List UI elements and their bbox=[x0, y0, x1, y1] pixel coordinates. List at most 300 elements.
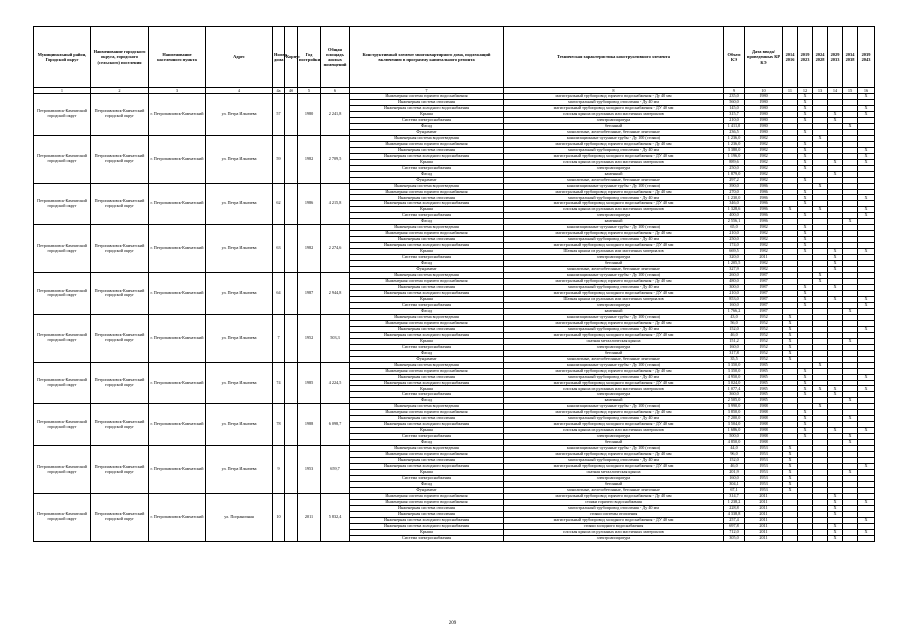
period-2019-cell: X bbox=[798, 296, 813, 302]
period-2029-cell: X bbox=[828, 111, 843, 117]
date-cell: 1985 bbox=[745, 374, 783, 380]
period-2034-cell: X bbox=[843, 470, 858, 476]
characteristic-cell: магистральный трубопровод холодного водоснабжения - ДУ 40 мм bbox=[504, 201, 724, 207]
date-cell: 1987 bbox=[745, 279, 783, 285]
volume-cell: 44,0 bbox=[724, 446, 745, 452]
house-locality-cell: г. Петропавловск-Камчатский bbox=[149, 446, 206, 494]
characteristic-cell: каменный bbox=[504, 171, 724, 177]
date-cell: 1985 bbox=[745, 362, 783, 368]
volume-cell: 305,0 bbox=[724, 535, 745, 541]
date-cell: 1982 bbox=[745, 135, 783, 141]
house-year-cell: 1980 bbox=[298, 94, 321, 136]
volume-cell: 1 077,4 bbox=[724, 386, 745, 392]
characteristic-cell: магистральный трубопровод горячего водоснабжения - Ду 40 мм bbox=[504, 410, 724, 416]
volume-cell: 1 411,0 bbox=[724, 123, 745, 129]
volume-cell: 65,0 bbox=[724, 225, 745, 231]
house-year-cell: 1953 bbox=[298, 446, 321, 494]
volume-cell: 250,0 bbox=[724, 165, 745, 171]
element-cell: Система электроснабжения bbox=[350, 344, 504, 350]
characteristic-cell: магистральный трубопровод горячего водоснабжения - Ду 40 мм bbox=[504, 493, 724, 499]
volume-cell: 1 328,6 bbox=[724, 207, 745, 213]
house-district-cell: Петропавловск-Камчатский городской округ bbox=[34, 493, 91, 541]
date-cell: 1980 bbox=[745, 117, 783, 123]
date-cell: 1952 bbox=[745, 332, 783, 338]
house-area-cell: 4 224,5 bbox=[321, 362, 350, 404]
house-street-cell: ул. Петра Ильичева bbox=[206, 446, 273, 494]
volume-cell: 853,0 bbox=[724, 296, 745, 302]
characteristic-cell: стояки горячего водоснабжения bbox=[504, 499, 724, 505]
period-2029-cell: X bbox=[828, 428, 843, 434]
period-2019-cell: X bbox=[798, 243, 813, 249]
date-cell: 1982 bbox=[745, 165, 783, 171]
element-cell: Инженерная система горячего водоснабжения bbox=[350, 189, 504, 195]
date-cell: 2011 bbox=[745, 535, 783, 541]
column-number: 1 bbox=[34, 88, 91, 94]
element-cell: Инженерная система отопления bbox=[350, 511, 504, 517]
period-2039-cell: X bbox=[858, 374, 875, 380]
date-cell: 1953 bbox=[745, 452, 783, 458]
date-cell: 1988 bbox=[745, 440, 783, 446]
characteristic-cell: монолитные, железобетонные, бетонные ленточные bbox=[504, 267, 724, 273]
characteristic-cell: электроаппаратура bbox=[504, 165, 724, 171]
element-cell: Крыша bbox=[350, 428, 504, 434]
volume-cell: 235,0 bbox=[724, 94, 745, 100]
characteristic-cell: магистральный трубопровод холодного водоснабжения - ДУ 40 мм bbox=[504, 422, 724, 428]
characteristic-cell: магистральный трубопровод отопления - Ду 40 мм bbox=[504, 416, 724, 422]
house-house-cell: 7 bbox=[273, 314, 285, 362]
volume-cell: 236,5 bbox=[724, 129, 745, 135]
element-cell: Фундамент bbox=[350, 129, 504, 135]
volume-cell: 2 505,0 bbox=[724, 398, 745, 404]
element-cell: Крыша bbox=[350, 249, 504, 255]
period-2019-cell: X bbox=[798, 189, 813, 195]
house-year-cell: 2011 bbox=[298, 493, 321, 541]
period-2039-cell: X bbox=[858, 207, 875, 213]
volume-cell: 210,0 bbox=[724, 290, 745, 296]
column-number: 12 bbox=[798, 88, 813, 94]
date-cell: 1987 bbox=[745, 285, 783, 291]
characteristic-cell: плоская крыша из рулонных или мастичных материалов bbox=[504, 207, 724, 213]
house-street-cell: ул. Петра Ильичева bbox=[206, 225, 273, 273]
characteristic-cell: монолитные, железобетонные, бетонные ленточные bbox=[504, 356, 724, 362]
house-district-cell: Петропавловск-Камчатский городской округ bbox=[34, 135, 91, 183]
element-cell: Фасад bbox=[350, 219, 504, 225]
house-corpus-cell bbox=[285, 404, 298, 446]
house-area-cell: 5 832,4 bbox=[321, 493, 350, 541]
element-cell: Крыша bbox=[350, 338, 504, 344]
element-cell: Инженерная система горячего водоснабжения bbox=[350, 279, 504, 285]
column-header: Номер дома bbox=[273, 27, 285, 88]
element-cell: Система электроснабжения bbox=[350, 476, 504, 482]
date-cell: 1952 bbox=[745, 314, 783, 320]
house-district-cell: Петропавловск-Камчатский городской округ bbox=[34, 183, 91, 225]
period-2039-cell: X bbox=[858, 94, 875, 100]
column-header: Муниципальный район, Городской округ bbox=[34, 27, 91, 88]
house-corpus-cell bbox=[285, 225, 298, 273]
volume-cell: 3 990,0 bbox=[724, 404, 745, 410]
element-cell: Система электроснабжения bbox=[350, 392, 504, 398]
house-street-cell: ул. Петра Ильичева bbox=[206, 404, 273, 446]
period-2029-cell: X bbox=[828, 296, 843, 302]
date-cell: 1980 bbox=[745, 129, 783, 135]
page-number: 209 bbox=[448, 621, 457, 626]
date-cell: 2011 bbox=[745, 517, 783, 523]
volume-cell: 96,0 bbox=[724, 452, 745, 458]
element-cell: Инженерная система отопления bbox=[350, 195, 504, 201]
period-2024-cell: X bbox=[813, 386, 828, 392]
date-cell: 1985 bbox=[745, 398, 783, 404]
element-cell: Инженерная система водоотведения bbox=[350, 362, 504, 368]
column-header: Конструктивный элемент многоквартирного дома, подлежащий включению в программу капитального ремонта bbox=[350, 27, 504, 88]
house-locality-cell: г. Петропавловск-Камчатский bbox=[149, 183, 206, 225]
period-2024-cell bbox=[813, 535, 828, 541]
characteristic-cell: магистральный трубопровод отопления - Ду 40 мм bbox=[504, 99, 724, 105]
period-2019-cell: X bbox=[798, 213, 813, 219]
characteristic-cell: канализационные чугунные трубы - Ду 100 (стояки) bbox=[504, 225, 724, 231]
house-settlement-cell: Петропавловск-Камчатский городской округ bbox=[91, 273, 149, 315]
date-cell: 1953 bbox=[745, 470, 783, 476]
period-2019-cell: X bbox=[798, 290, 813, 296]
period-2019-cell: X bbox=[798, 285, 813, 291]
volume-cell: 35,5 bbox=[724, 356, 745, 362]
period-2029-cell: X bbox=[828, 529, 843, 535]
volume-cell: 260,0 bbox=[724, 273, 745, 279]
period-2039-cell: X bbox=[858, 159, 875, 165]
period-2014-cell: X bbox=[783, 320, 798, 326]
date-cell: 1952 bbox=[745, 320, 783, 326]
element-cell: Фундамент bbox=[350, 267, 504, 273]
house-area-cell: 503,3 bbox=[321, 314, 350, 362]
characteristic-cell: магистральный трубопровод холодного водоснабжения - ДУ 40 мм bbox=[504, 517, 724, 523]
column-number: 4 bbox=[206, 88, 273, 94]
house-locality-cell: г. Петропавловск-Камчатский bbox=[149, 314, 206, 362]
date-cell: 1985 bbox=[745, 386, 783, 392]
element-cell: Инженерная система водоотведения bbox=[350, 135, 504, 141]
characteristic-cell: магистральный трубопровод горячего водоснабжения - Ду 40 мм bbox=[504, 368, 724, 374]
characteristic-cell: плоская крыша из рулонных или мастичных материалов bbox=[504, 529, 724, 535]
volume-cell: 201,9 bbox=[724, 470, 745, 476]
period-2019-cell: X bbox=[798, 231, 813, 237]
date-cell: 1986 bbox=[745, 183, 783, 189]
house-area-cell: 2 274,6 bbox=[321, 225, 350, 273]
period-2029-cell: X bbox=[828, 523, 843, 529]
date-cell: 1987 bbox=[745, 290, 783, 296]
period-2019-cell: X bbox=[798, 422, 813, 428]
element-cell: Система электроснабжения bbox=[350, 165, 504, 171]
column-header: Техническая характеристика конструктивного элемента bbox=[504, 27, 724, 88]
period-2019-cell: X bbox=[798, 368, 813, 374]
characteristic-cell: плоская крыша из рулонных или мастичных материалов bbox=[504, 159, 724, 165]
date-cell: 1988 bbox=[745, 416, 783, 422]
characteristic-cell: магистральный трубопровод холодного водоснабжения - ДУ 40 мм bbox=[504, 153, 724, 159]
date-cell: 1953 bbox=[745, 446, 783, 452]
period-2034-cell: X bbox=[843, 416, 858, 422]
characteristic-cell: бетонный bbox=[504, 440, 724, 446]
characteristic-cell: канализационные чугунные трубы - Ду 100 (стояки) bbox=[504, 404, 724, 410]
period-2014-cell: X bbox=[783, 207, 798, 213]
date-cell: 1982 bbox=[745, 267, 783, 273]
house-house-cell: 59 bbox=[273, 135, 285, 183]
period-2019-cell: X bbox=[798, 374, 813, 380]
column-number: 2 bbox=[91, 88, 149, 94]
period-2034-cell: X bbox=[843, 434, 858, 440]
period-2029-cell: X bbox=[828, 159, 843, 165]
element-cell: Инженерная система холодного водоснабжения bbox=[350, 290, 504, 296]
period-2019-cell: X bbox=[798, 117, 813, 123]
volume-cell: 174,0 bbox=[724, 243, 745, 249]
house-area-cell: 659,7 bbox=[321, 446, 350, 494]
characteristic-cell: электроаппаратура bbox=[504, 535, 724, 541]
element-cell: Инженерная система водоотведения bbox=[350, 273, 504, 279]
date-cell: 1953 bbox=[745, 487, 783, 493]
characteristic-cell: Шатная крыша из рулонных или мастичных материалов bbox=[504, 296, 724, 302]
column-header: 2039 2043 bbox=[858, 27, 875, 88]
date-cell: 1953 bbox=[745, 458, 783, 464]
element-cell: Крыша bbox=[350, 207, 504, 213]
characteristic-cell: магистральный трубопровод отопления - Ду 40 мм bbox=[504, 285, 724, 291]
house-house-cell: 9 bbox=[273, 446, 285, 494]
characteristic-cell: магистральный трубопровод отопления - Ду 40 мм bbox=[504, 147, 724, 153]
house-area-cell: 4 215,8 bbox=[321, 183, 350, 225]
characteristic-cell: магистральный трубопровод холодного водоснабжения - ДУ 40 мм bbox=[504, 243, 724, 249]
period-2019-cell: X bbox=[798, 111, 813, 117]
volume-cell: 7 200,0 bbox=[724, 416, 745, 422]
period-2029-cell: X bbox=[828, 255, 843, 261]
house-settlement-cell: Петропавловск-Камчатский городской округ bbox=[91, 225, 149, 273]
date-cell: 1952 bbox=[745, 356, 783, 362]
element-cell: Фасад bbox=[350, 350, 504, 356]
column-header: 2024 2028 bbox=[813, 27, 828, 88]
house-locality-cell: г. Петропавловск-Камчатский bbox=[149, 404, 206, 446]
volume-cell: 560,0 bbox=[724, 99, 745, 105]
period-2029-cell: X bbox=[828, 386, 843, 392]
element-cell: Инженерная система холодного водоснабжения bbox=[350, 464, 504, 470]
column-header: Наименование населенного пункта bbox=[149, 27, 206, 88]
house-street-cell: ул. Петра Ильичева bbox=[206, 183, 273, 225]
characteristic-cell: скатная металлическая крыша bbox=[504, 338, 724, 344]
period-2014-cell: X bbox=[783, 476, 798, 482]
period-2019-cell: X bbox=[798, 141, 813, 147]
characteristic-cell: канализационные чугунные трубы - Ду 100 (стояки) bbox=[504, 183, 724, 189]
characteristic-cell: магистральный трубопровод холодного водоснабжения - ДУ 40 мм bbox=[504, 464, 724, 470]
date-cell: 1982 bbox=[745, 231, 783, 237]
volume-cell: 210,0 bbox=[724, 231, 745, 237]
characteristic-cell: магистральный трубопровод холодного водоснабжения - ДУ 40 мм bbox=[504, 105, 724, 111]
volume-cell: 46,0 bbox=[724, 464, 745, 470]
element-cell: Инженерная система горячего водоснабжения bbox=[350, 141, 504, 147]
column-header: Общая площадь жилых помещений bbox=[321, 27, 350, 88]
element-cell: Инженерная система отопления bbox=[350, 285, 504, 291]
house-district-cell: Петропавловск-Камчатский городской округ bbox=[34, 314, 91, 362]
house-settlement-cell: Петропавловск-Камчатский городской округ bbox=[91, 183, 149, 225]
date-cell: 1953 bbox=[745, 481, 783, 487]
period-2029-cell: X bbox=[828, 392, 843, 398]
period-2019-cell: X bbox=[798, 237, 813, 243]
date-cell: 1982 bbox=[745, 159, 783, 165]
characteristic-cell: электроаппаратура bbox=[504, 255, 724, 261]
period-2039-cell: X bbox=[858, 195, 875, 201]
volume-cell: 228,8 bbox=[724, 505, 745, 511]
characteristic-cell: магистральный трубопровод отопления - Ду 40 мм bbox=[504, 195, 724, 201]
volume-cell: 3 350,0 bbox=[724, 368, 745, 374]
house-settlement-cell: Петропавловск-Камчатский городской округ bbox=[91, 135, 149, 183]
period-2034-cell bbox=[843, 535, 858, 541]
period-2034-cell: X bbox=[843, 440, 858, 446]
house-house-cell: 63 bbox=[273, 225, 285, 273]
element-cell: Инженерная система горячего водоснабжения bbox=[350, 94, 504, 100]
period-2039-cell: X bbox=[858, 213, 875, 219]
date-cell: 1980 bbox=[745, 99, 783, 105]
characteristic-cell: магистральный трубопровод отопления - Ду 40 мм bbox=[504, 237, 724, 243]
period-2039-cell: X bbox=[858, 499, 875, 505]
period-2024-cell: X bbox=[813, 273, 828, 279]
house-district-cell: Петропавловск-Камчатский городской округ bbox=[34, 94, 91, 136]
element-cell: Инженерная система холодного водоснабжения bbox=[350, 201, 504, 207]
volume-cell: 250,0 bbox=[724, 237, 745, 243]
house-area-cell: 2 709,5 bbox=[321, 135, 350, 183]
period-2019-cell: X bbox=[798, 99, 813, 105]
element-cell: Инженерная система горячего водоснабжения bbox=[350, 231, 504, 237]
characteristic-cell: стояки системы отопления bbox=[504, 511, 724, 517]
period-2019-cell: X bbox=[798, 105, 813, 111]
volume-cell: 2 556,1 bbox=[724, 219, 745, 225]
period-2029-cell: X bbox=[828, 505, 843, 511]
column-number: 14 bbox=[828, 88, 843, 94]
period-2039-cell: X bbox=[858, 296, 875, 302]
period-2019-cell: X bbox=[798, 201, 813, 207]
house-street-cell: ул. Пограничная bbox=[206, 493, 273, 541]
period-2014-cell: X bbox=[783, 446, 798, 452]
house-house-cell: 64 bbox=[273, 273, 285, 315]
period-2019-cell: X bbox=[798, 225, 813, 231]
date-cell: 1982 bbox=[745, 147, 783, 153]
characteristic-cell: магистральный трубопровод холодного водоснабжения - ДУ 40 мм bbox=[504, 332, 724, 338]
period-2019-cell: X bbox=[798, 177, 813, 183]
date-cell: 2011 bbox=[745, 529, 783, 535]
column-header: Год постройки bbox=[298, 27, 321, 88]
characteristic-cell: стояки холодного водоснабжения bbox=[504, 523, 724, 529]
element-cell: Система электроснабжения bbox=[350, 434, 504, 440]
date-cell: 1980 bbox=[745, 105, 783, 111]
characteristic-cell: электроаппаратура bbox=[504, 117, 724, 123]
volume-cell: 56,0 bbox=[724, 320, 745, 326]
house-locality-cell: г. Петропавловск-Камчатский bbox=[149, 362, 206, 404]
house-district-cell: Петропавловск-Камчатский городской округ bbox=[34, 273, 91, 315]
period-2019-cell: X bbox=[798, 380, 813, 386]
period-2019-cell: X bbox=[798, 195, 813, 201]
element-cell: Фасад bbox=[350, 308, 504, 314]
element-cell: Инженерная система холодного водоснабжения bbox=[350, 105, 504, 111]
element-cell: Инженерная система горячего водоснабжения bbox=[350, 410, 504, 416]
characteristic-cell: магистральный трубопровод отопления - Ду 40 мм bbox=[504, 505, 724, 511]
element-cell: Инженерная система горячего водоснабжения bbox=[350, 368, 504, 374]
date-cell: 1952 bbox=[745, 338, 783, 344]
characteristic-cell: плоская крыша из рулонных или мастичных материалов bbox=[504, 428, 724, 434]
element-cell: Инженерная система отопления bbox=[350, 147, 504, 153]
column-number: 4б bbox=[285, 88, 298, 94]
period-2024-cell: X bbox=[813, 279, 828, 285]
characteristic-cell: каменный bbox=[504, 308, 724, 314]
characteristic-cell: магистральный трубопровод холодного водоснабжения - ДУ 40 мм bbox=[504, 380, 724, 386]
house-settlement-cell: Петропавловск-Камчатский городской округ bbox=[91, 362, 149, 404]
element-cell: Инженерная система отопления bbox=[350, 505, 504, 511]
date-cell: 2011 bbox=[745, 511, 783, 517]
date-cell: 2011 bbox=[745, 505, 783, 511]
date-cell: 1987 bbox=[745, 273, 783, 279]
volume-cell: 1 205,5 bbox=[724, 261, 745, 267]
element-cell: Фундамент bbox=[350, 356, 504, 362]
house-year-cell: 1952 bbox=[298, 314, 321, 362]
capital-repair-program-table bbox=[33, 26, 875, 542]
date-cell: 1982 bbox=[745, 237, 783, 243]
column-header: 2019 2023 bbox=[798, 27, 813, 88]
element-cell: Инженерная система холодного водоснабжения bbox=[350, 517, 504, 523]
volume-cell: 300,0 bbox=[724, 285, 745, 291]
date-cell: 1953 bbox=[745, 464, 783, 470]
period-2039-cell: X bbox=[858, 105, 875, 111]
period-2014-cell: X bbox=[783, 487, 798, 493]
date-cell: 1986 bbox=[745, 189, 783, 195]
characteristic-cell: электроаппаратура bbox=[504, 392, 724, 398]
date-cell: 1982 bbox=[745, 225, 783, 231]
house-street-cell: ул. Петра Ильичева bbox=[206, 273, 273, 315]
house-district-cell: Петропавловск-Камчатский городской округ bbox=[34, 404, 91, 446]
element-cell: Инженерная система холодного водоснабжения bbox=[350, 153, 504, 159]
element-cell: Фундамент bbox=[350, 487, 504, 493]
house-locality-cell: г. Петропавловск-Камчатский bbox=[149, 225, 206, 273]
volume-cell: 1 236,0 bbox=[724, 135, 745, 141]
date-cell: 1953 bbox=[745, 476, 783, 482]
element-cell: Инженерная система холодного водоснабжения bbox=[350, 332, 504, 338]
date-cell: 1982 bbox=[745, 171, 783, 177]
characteristic-cell: магистральный трубопровод горячего водоснабжения - Ду 40 мм bbox=[504, 189, 724, 195]
column-header: 2029 2033 bbox=[828, 27, 843, 88]
house-house-cell: 62 bbox=[273, 183, 285, 225]
house-year-cell: 1986 bbox=[298, 183, 321, 225]
date-cell: 1988 bbox=[745, 428, 783, 434]
date-cell: 1986 bbox=[745, 207, 783, 213]
period-2034-cell: X bbox=[843, 338, 858, 344]
document-table-wrapper bbox=[33, 26, 874, 542]
element-cell: Инженерная система водоотведения bbox=[350, 404, 504, 410]
column-header: Объем КЭ bbox=[724, 27, 745, 88]
volume-cell: 315,7 bbox=[724, 111, 745, 117]
characteristic-cell: магистральный трубопровод отопления - Ду 40 мм bbox=[504, 374, 724, 380]
element-cell: Инженерная система отопления bbox=[350, 416, 504, 422]
house-corpus-cell bbox=[285, 183, 298, 225]
house-year-cell: 1987 bbox=[298, 273, 321, 315]
volume-cell: 712,0 bbox=[724, 529, 745, 535]
volume-cell: 346,0 bbox=[724, 201, 745, 207]
house-corpus-cell bbox=[285, 362, 298, 404]
period-2039-cell: X bbox=[858, 428, 875, 434]
volume-cell: 1 238,2 bbox=[724, 499, 745, 505]
volume-cell: 43,0 bbox=[724, 314, 745, 320]
house-district-cell: Петропавловск-Камчатский городской округ bbox=[34, 446, 91, 494]
period-2029-cell: X bbox=[828, 249, 843, 255]
characteristic-cell: электроаппаратура bbox=[504, 213, 724, 219]
characteristic-cell: канализационные чугунные трубы - Ду 100 (стояки) bbox=[504, 273, 724, 279]
characteristic-cell: бетонный bbox=[504, 350, 724, 356]
element-cell: Инженерная система горячего водоснабжения bbox=[350, 452, 504, 458]
date-cell: 1952 bbox=[745, 350, 783, 356]
period-2039-cell: X bbox=[858, 249, 875, 255]
date-cell: 1982 bbox=[745, 141, 783, 147]
characteristic-cell: электроаппаратура bbox=[504, 344, 724, 350]
element-cell: Фасад bbox=[350, 398, 504, 404]
period-2029-cell: X bbox=[828, 267, 843, 273]
characteristic-cell: плоская крыша из рулонных или мастичных материалов bbox=[504, 111, 724, 117]
